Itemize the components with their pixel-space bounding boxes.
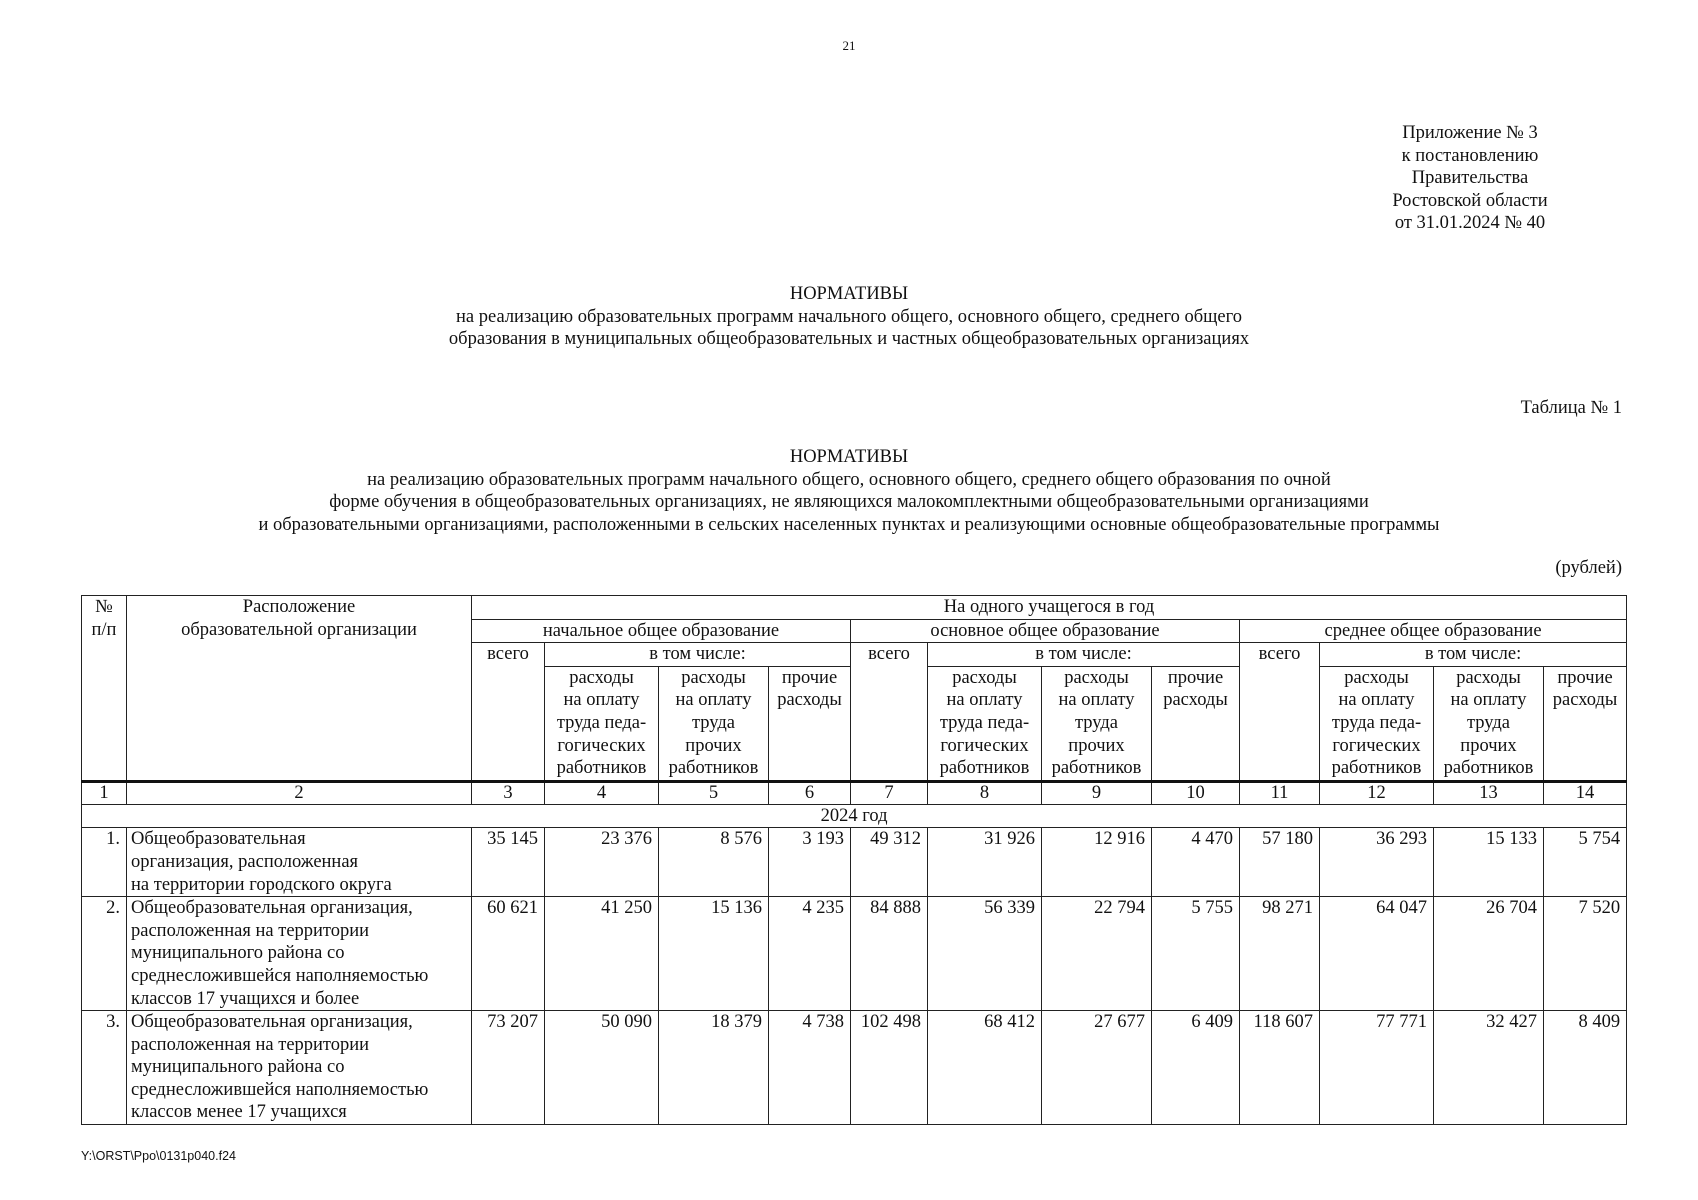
document-title bbox=[0, 283, 1698, 351]
column-number: 4 bbox=[545, 781, 659, 804]
header-text: работников bbox=[1331, 758, 1422, 779]
table-cell: 35 145 bbox=[472, 828, 545, 897]
header-text: труда педа- bbox=[939, 712, 1030, 733]
table-cell: 56 339 bbox=[928, 897, 1042, 1011]
location-line: на территории городского округа bbox=[131, 874, 392, 895]
column-number: 2 bbox=[127, 781, 472, 804]
table-cell: 8 409 bbox=[1544, 1011, 1627, 1125]
header-ped-costs bbox=[928, 666, 1042, 781]
location-line: муниципального района со bbox=[131, 943, 345, 964]
table-cell: 49 312 bbox=[851, 828, 928, 897]
row-location bbox=[127, 897, 472, 1011]
appendix-line: Приложение № 3 bbox=[1402, 123, 1538, 143]
appendix-line: Правительства bbox=[1411, 168, 1529, 189]
table-cell: 32 427 bbox=[1434, 1011, 1544, 1125]
column-number-row bbox=[82, 781, 1627, 804]
location-line: среднесложившейся наполняемостью bbox=[131, 965, 429, 986]
table-cell: 27 677 bbox=[1042, 1011, 1152, 1125]
header-other-staff-costs bbox=[659, 666, 769, 781]
table-cell: 84 888 bbox=[851, 897, 928, 1011]
header-text: расходы bbox=[1064, 667, 1129, 688]
header-total: всего bbox=[472, 643, 545, 782]
header-ped-costs bbox=[1320, 666, 1434, 781]
units-label: (рублей) bbox=[1555, 558, 1622, 578]
column-number: 7 bbox=[851, 781, 928, 804]
table-cell: 77 771 bbox=[1320, 1011, 1434, 1125]
table-cell: 4 738 bbox=[769, 1011, 851, 1125]
table-label: Таблица № 1 bbox=[1520, 398, 1622, 418]
table-cell: 8 576 bbox=[659, 828, 769, 897]
header-other-staff-costs bbox=[1434, 666, 1544, 781]
header-text: расходы bbox=[1344, 667, 1409, 688]
year-label: 2024 год bbox=[82, 804, 1627, 828]
table-cell: 102 498 bbox=[851, 1011, 928, 1125]
table-cell: 22 794 bbox=[1042, 897, 1152, 1011]
title-heading: НОРМАТИВЫ bbox=[789, 284, 909, 304]
table-cell: 31 926 bbox=[928, 828, 1042, 897]
table-cell: 50 090 bbox=[545, 1011, 659, 1125]
title-line: на реализацию образовательных программ начального общего, основного общего, среднего общего образования по очной bbox=[367, 469, 1331, 490]
header-row bbox=[82, 596, 1627, 620]
header-text: труда bbox=[1074, 712, 1119, 733]
table-title bbox=[0, 446, 1698, 536]
title-line: и образовательными организациями, расположенными в сельских населенных пунктах и реализующими основные общеобразовательные программы bbox=[258, 514, 1440, 535]
table-cell: 18 379 bbox=[659, 1011, 769, 1125]
header-text: прочих bbox=[685, 735, 742, 756]
header-text: работников bbox=[1443, 758, 1534, 779]
header-total: всего bbox=[1240, 643, 1320, 782]
location-line: Общеобразовательная организация, bbox=[131, 898, 413, 919]
header-including: в том числе: bbox=[1320, 643, 1627, 667]
header-text: на оплату bbox=[946, 690, 1023, 711]
year-row bbox=[82, 804, 1627, 828]
header-text: прочие bbox=[781, 667, 838, 688]
title-line: на реализацию образовательных программ начального общего, основного общего, среднего общего bbox=[456, 306, 1242, 327]
table-cell: 23 376 bbox=[545, 828, 659, 897]
table-cell: 68 412 bbox=[928, 1011, 1042, 1125]
header-no bbox=[82, 596, 127, 782]
appendix-line: Ростовской области bbox=[1392, 190, 1548, 211]
header-text: на оплату bbox=[1058, 690, 1135, 711]
location-line: организация, расположенная bbox=[131, 851, 359, 872]
header-basic: основное общее образование bbox=[851, 619, 1240, 643]
header-text: прочих bbox=[1068, 735, 1125, 756]
header-text: работников bbox=[668, 758, 759, 779]
column-number: 11 bbox=[1240, 781, 1320, 804]
title-heading: НОРМАТИВЫ bbox=[789, 447, 909, 467]
table-cell: 57 180 bbox=[1240, 828, 1320, 897]
header-ped-costs bbox=[545, 666, 659, 781]
table-row bbox=[82, 1011, 1627, 1125]
header-text: прочих bbox=[1460, 735, 1517, 756]
column-number: 6 bbox=[769, 781, 851, 804]
table-cell: 5 755 bbox=[1152, 897, 1240, 1011]
header-text: работников bbox=[1051, 758, 1142, 779]
table-cell: 12 916 bbox=[1042, 828, 1152, 897]
row-location bbox=[127, 1011, 472, 1125]
header-including: в том числе: bbox=[545, 643, 851, 667]
header-text: на оплату bbox=[1338, 690, 1415, 711]
row-number: 2. bbox=[82, 897, 127, 1011]
table-cell: 7 520 bbox=[1544, 897, 1627, 1011]
table-cell: 6 409 bbox=[1152, 1011, 1240, 1125]
location-line: классов 17 учащихся и более bbox=[131, 988, 360, 1009]
table-cell: 118 607 bbox=[1240, 1011, 1320, 1125]
header-text: Расположение bbox=[242, 597, 356, 617]
column-number: 9 bbox=[1042, 781, 1152, 804]
header-text: расходы bbox=[952, 667, 1017, 688]
table-row bbox=[82, 897, 1627, 1011]
title-line: образования в муниципальных общеобразовательных и частных общеобразовательных организациях bbox=[448, 329, 1250, 350]
table-cell: 60 621 bbox=[472, 897, 545, 1011]
table-cell: 4 470 bbox=[1152, 828, 1240, 897]
header-text: № bbox=[95, 597, 113, 617]
row-number: 3. bbox=[82, 1011, 127, 1125]
table-row bbox=[82, 828, 1627, 897]
location-line: расположенная на территории bbox=[131, 1034, 370, 1055]
table-cell: 15 136 bbox=[659, 897, 769, 1011]
table-cell: 3 193 bbox=[769, 828, 851, 897]
header-secondary: среднее общее образование bbox=[1240, 619, 1627, 643]
table-cell: 98 271 bbox=[1240, 897, 1320, 1011]
row-number: 1. bbox=[82, 828, 127, 897]
header-text: гогических bbox=[940, 735, 1029, 756]
table-cell: 26 704 bbox=[1434, 897, 1544, 1011]
file-path-footer: Y:\ORST\Ppo\0131p040.f24 bbox=[81, 1149, 236, 1163]
header-text: труда bbox=[1466, 712, 1511, 733]
table-cell: 41 250 bbox=[545, 897, 659, 1011]
header-text: расходы bbox=[1163, 690, 1228, 711]
table-cell: 5 754 bbox=[1544, 828, 1627, 897]
header-text: расходы bbox=[1456, 667, 1521, 688]
row-location bbox=[127, 828, 472, 897]
header-text: на оплату bbox=[563, 690, 640, 711]
header-text: гогических bbox=[1332, 735, 1421, 756]
page-number: 21 bbox=[842, 38, 856, 53]
location-line: классов менее 17 учащихся bbox=[131, 1102, 347, 1123]
header-misc-costs bbox=[1152, 666, 1240, 781]
header-text: на оплату bbox=[1450, 690, 1527, 711]
header-text: прочие bbox=[1557, 667, 1613, 688]
location-line: муниципального района со bbox=[131, 1057, 345, 1078]
column-number: 8 bbox=[928, 781, 1042, 804]
header-primary: начальное общее образование bbox=[472, 619, 851, 643]
appendix-reference bbox=[1340, 122, 1600, 235]
appendix-line: от 31.01.2024 № 40 bbox=[1394, 213, 1546, 234]
table-cell: 64 047 bbox=[1320, 897, 1434, 1011]
header-text: прочие bbox=[1167, 667, 1224, 688]
header-text: труда педа- bbox=[556, 712, 647, 733]
column-number: 1 bbox=[82, 781, 127, 804]
table-cell: 73 207 bbox=[472, 1011, 545, 1125]
header-text: расходы bbox=[1552, 690, 1618, 711]
column-number: 5 bbox=[659, 781, 769, 804]
header-text: труда педа- bbox=[1331, 712, 1422, 733]
location-line: среднесложившейся наполняемостью bbox=[131, 1079, 429, 1100]
header-text: расходы bbox=[681, 667, 746, 688]
header-misc-costs bbox=[1544, 666, 1627, 781]
header-misc-costs bbox=[769, 666, 851, 781]
header-text: труда bbox=[691, 712, 736, 733]
location-line: расположенная на территории bbox=[131, 920, 370, 941]
column-number: 13 bbox=[1434, 781, 1544, 804]
column-number: 14 bbox=[1544, 781, 1627, 804]
header-text: на оплату bbox=[675, 690, 752, 711]
header-location bbox=[127, 596, 472, 782]
header-text: п/п bbox=[91, 619, 117, 640]
header-including: в том числе: bbox=[928, 643, 1240, 667]
title-line: форме обучения в общеобразовательных организациях, не являющихся малокомплектными общеобразовательными организациями bbox=[329, 492, 1369, 513]
location-line: Общеобразовательная организация, bbox=[131, 1012, 413, 1033]
location-line: Общеобразовательная bbox=[131, 829, 306, 850]
table-cell: 36 293 bbox=[1320, 828, 1434, 897]
header-per-student: На одного учащегося в год bbox=[472, 596, 1627, 620]
header-text: расходы bbox=[569, 667, 634, 688]
header-text: работников bbox=[939, 758, 1030, 779]
table-cell: 4 235 bbox=[769, 897, 851, 1011]
column-number: 10 bbox=[1152, 781, 1240, 804]
column-number: 12 bbox=[1320, 781, 1434, 804]
header-total: всего bbox=[851, 643, 928, 782]
norms-table bbox=[81, 595, 1627, 1125]
column-number: 3 bbox=[472, 781, 545, 804]
header-other-staff-costs bbox=[1042, 666, 1152, 781]
table-cell: 15 133 bbox=[1434, 828, 1544, 897]
header-text: образовательной организации bbox=[181, 619, 417, 640]
appendix-line: к постановлению bbox=[1401, 145, 1539, 166]
header-text: расходы bbox=[777, 690, 842, 711]
header-text: гогических bbox=[557, 735, 646, 756]
header-text: работников bbox=[556, 758, 647, 779]
